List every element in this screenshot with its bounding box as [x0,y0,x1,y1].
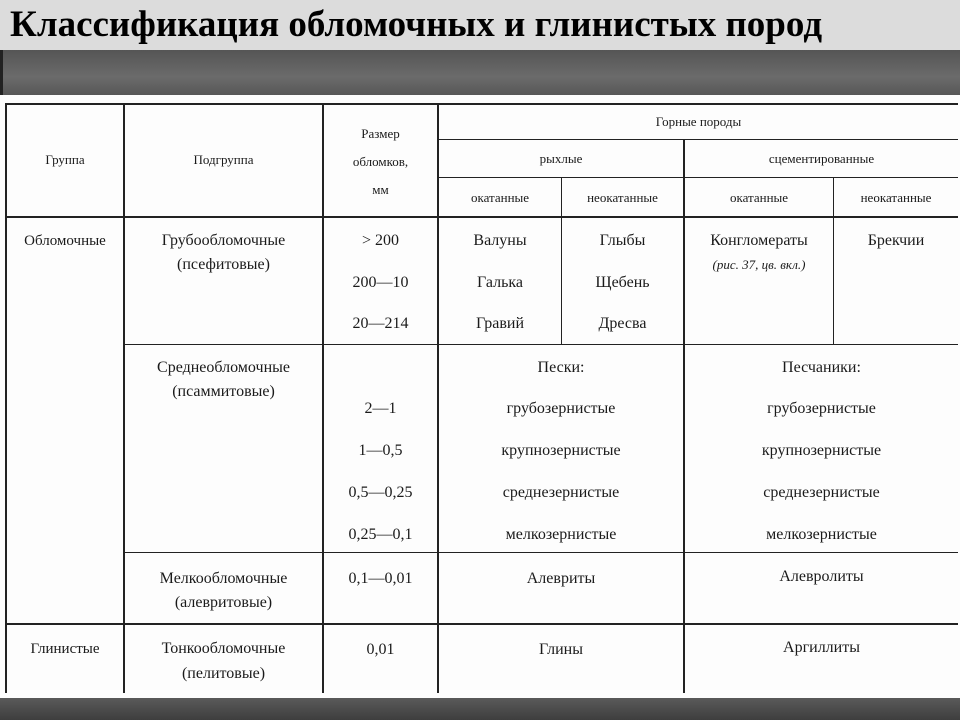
size-value: 200—10 [352,274,409,291]
size-value: 2—1 [364,400,397,417]
header-rocks: Горные породы [655,114,742,129]
grid-line [5,103,7,693]
rock-cemented-unrounded: Брекчии [867,232,925,249]
rock-loose-grain: крупнозернистые [501,442,621,459]
header-band-edge [0,50,3,95]
rock-cemented-fine: Алевролиты [779,568,864,585]
grid-line [123,344,958,345]
rock-loose-grain: мелкозернистые [505,526,617,543]
footer-band [0,698,960,720]
subgroup-fine-alias: (алевритовые) [174,594,273,611]
header-group: Группа [45,152,85,167]
grid-line [5,103,958,105]
header-size-line2: обломков, [352,154,409,169]
group-clastic: Обломочные [24,233,106,249]
header-unrounded-cemented: неокатанные [860,190,932,205]
rock-loose-grain: грубозернистые [506,400,616,417]
header-subgroup: Подгруппа [193,152,254,167]
rock-cemented-rounded: Конгломераты [710,232,808,249]
header-size-line3: мм [372,182,389,197]
title-bar [0,0,960,50]
header-rounded-loose: окатанные [470,190,530,205]
table-grid [0,95,960,698]
rock-loose-unrounded: Дресва [598,315,647,332]
page-title: Классификация обломочных и глинистых пород [10,4,823,45]
rock-loose-grain: среднезернистые [502,484,620,501]
rock-cemented-clay: Аргиллиты [783,639,860,656]
rock-cemented-title: Песчаники: [782,359,861,376]
rock-loose-rounded: Галька [476,274,523,291]
size-value: 20—214 [352,315,409,332]
size-value: 0,25—0,1 [348,526,413,543]
subgroup-coarse-name: Грубообломочные [161,232,286,249]
rock-cemented-grain: мелкозернистые [766,526,877,543]
subgroup-medium-alias: (псаммитовые) [172,383,275,400]
grid-line [5,216,958,218]
grid-line [5,623,958,625]
header-cemented: сцементированные [768,151,875,166]
rock-cemented-grain: грубозернистые [767,400,876,417]
size-value: 0,01 [366,641,395,658]
header-loose: рыхлые [539,151,583,166]
grid-line [123,552,958,553]
subgroup-clay-alias: (пелитовые) [181,665,266,682]
rock-loose-rounded: Гравий [475,315,525,332]
header-band [0,50,960,95]
subgroup-fine-name: Мелкообломочные [159,570,288,587]
rock-loose-unrounded: Щебень [595,274,650,291]
rock-cemented-grain: крупнозернистые [761,442,882,459]
grid-line [437,177,958,178]
rock-loose-clay: Глины [539,641,583,658]
rock-loose-title: Пески: [537,359,585,376]
rock-loose-fine: Алевриты [526,570,596,587]
header-unrounded-loose: неокатанные [587,190,658,205]
size-value: 1—0,5 [358,442,403,459]
rock-loose-unrounded: Глыбы [599,232,646,249]
subgroup-medium-name: Среднеобломочные [157,359,290,376]
rock-loose-rounded: Валуны [473,232,527,249]
classification-table-scan [0,95,960,698]
group-clay: Глинистые [30,641,100,657]
rock-cemented-grain: среднезернистые [763,484,880,501]
size-value: 0,1—0,01 [348,570,413,587]
header-size-line1: Размер [361,126,400,141]
subgroup-coarse-alias: (псефитовые) [177,256,270,273]
size-value: 0,5—0,25 [348,484,413,501]
rock-cemented-rounded-note: (рис. 37, цв. вкл.) [712,257,806,272]
header-rounded-cemented: окатанные [729,190,789,205]
subgroup-clay-name: Тонкообломочные [161,640,286,657]
size-value: > 200 [361,232,400,249]
grid-line [437,139,958,140]
